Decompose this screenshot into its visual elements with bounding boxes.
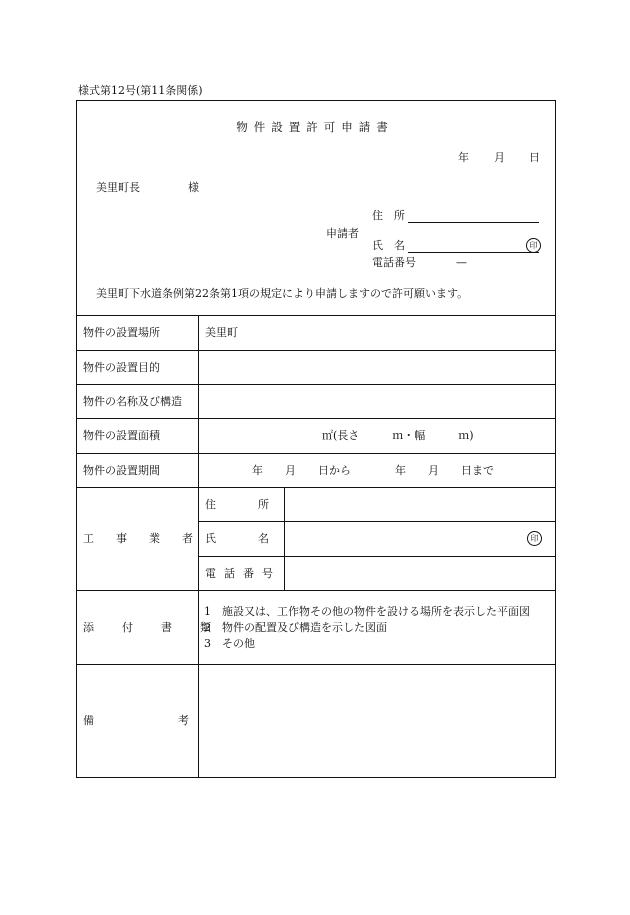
addressee: 美里町長 xyxy=(96,181,140,194)
contractor-seal-icon: 印 xyxy=(527,531,542,546)
attachment-item: 1 施設又は、工作物その他の物件を設ける場所を表示した平面図 xyxy=(204,605,530,618)
row-divider xyxy=(76,487,556,488)
attachment-item: 2 物件の配置及び構造を示した図面 xyxy=(204,621,387,634)
row-label-purpose: 物件の設置目的 xyxy=(83,361,160,374)
row-label-location xyxy=(83,327,193,338)
application-statement: 美里町下水道条例第22条第1項の規定により申請しますので許可願います。 xyxy=(96,287,469,300)
applicant-name-label: 氏 名 xyxy=(372,239,405,252)
form-title: 物件設置許可申請書 xyxy=(236,120,394,134)
date-year-label: 年 xyxy=(458,151,469,164)
row-label-area: 物件の設置面積 xyxy=(83,429,160,442)
row-divider xyxy=(76,453,556,454)
area-value[interactable]: ㎡(長さ ｍ・幅 ｍ) xyxy=(322,429,474,442)
contractor-name-field[interactable] xyxy=(286,523,516,553)
form-number: 様式第12号(第11条関係) xyxy=(78,84,203,97)
date-month-label: 月 xyxy=(494,151,505,164)
row-label-contractor: 工事業者 xyxy=(83,532,215,545)
applicant-address-label: 住 所 xyxy=(372,209,405,222)
applicant-phone-label: 電話番号 xyxy=(372,256,416,269)
contractor-subrow-divider xyxy=(198,521,556,522)
applicant-label: 申請者 xyxy=(326,227,359,240)
addressee-suffix: 様 xyxy=(188,181,199,194)
contractor-phone-field[interactable] xyxy=(286,558,554,588)
contractor-name-label: 氏名 xyxy=(205,532,311,545)
contractor-phone-label: 電話番号 xyxy=(205,567,281,580)
row-divider xyxy=(76,384,556,385)
row-divider xyxy=(76,664,556,665)
applicant-phone-dash: — xyxy=(456,256,467,269)
label-column-divider xyxy=(198,315,199,778)
remarks-field[interactable] xyxy=(200,666,554,776)
contractor-address-label: 住所 xyxy=(205,498,311,511)
contractor-address-field[interactable] xyxy=(286,489,554,519)
contractor-subrow-divider xyxy=(198,556,556,557)
applicant-name-field[interactable] xyxy=(408,252,539,253)
row-label-period: 物件の設置期間 xyxy=(83,464,160,477)
date-day-label: 日 xyxy=(529,151,540,164)
period-value[interactable]: 年 月 日から 年 月 日まで xyxy=(252,464,494,477)
attachment-item: 3 その他 xyxy=(204,637,255,650)
row-label-name-structure: 物件の名称及び構造 xyxy=(83,395,182,408)
row-label-attachments: 添付書類 xyxy=(83,621,239,634)
applicant-seal-icon: 印 xyxy=(526,238,541,253)
location-value[interactable]: 美里町 xyxy=(205,326,238,339)
row-label-text: 物件の設置場所 xyxy=(83,326,160,339)
row-label-remarks: 備考 xyxy=(83,714,273,727)
table-top-border xyxy=(76,315,556,316)
row-divider xyxy=(76,590,556,591)
purpose-field[interactable] xyxy=(200,352,554,382)
applicant-address-field[interactable] xyxy=(408,222,539,223)
row-divider xyxy=(76,418,556,419)
name-structure-field[interactable] xyxy=(200,386,554,416)
row-divider xyxy=(76,350,556,351)
